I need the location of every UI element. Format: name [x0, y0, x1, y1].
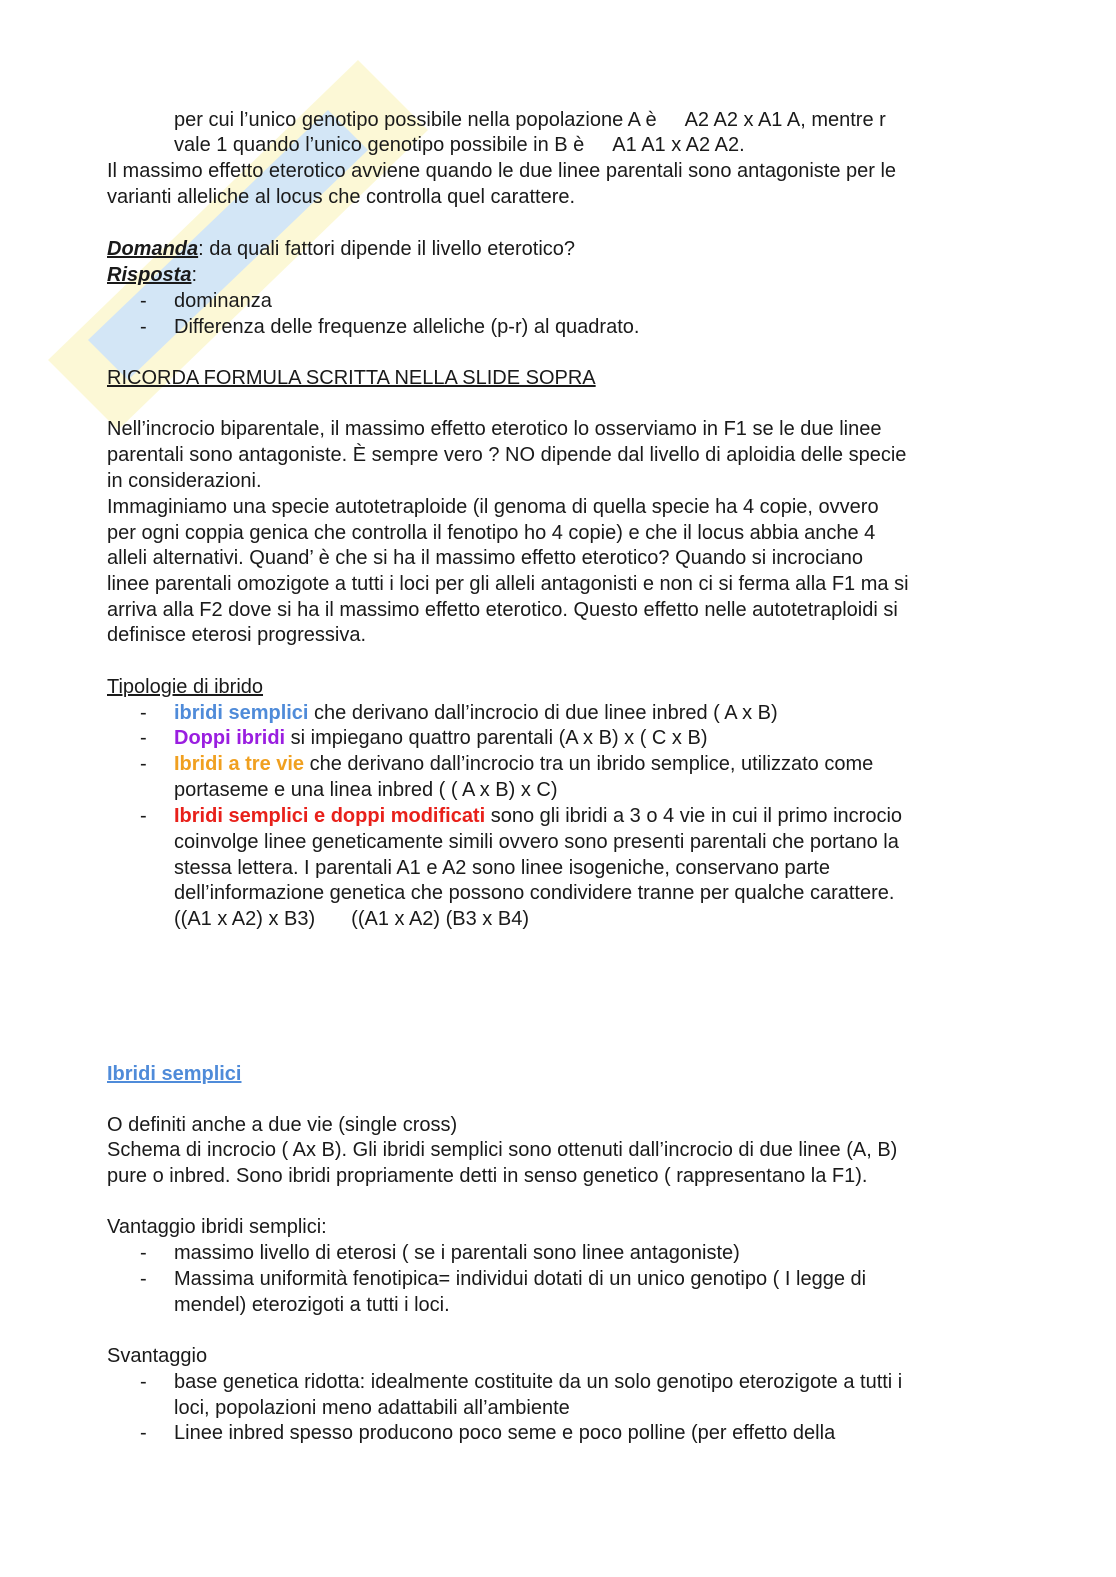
bullet-dash: -: [140, 1422, 147, 1444]
semplici-line: O definiti anche a due vie (single cross): [107, 1114, 458, 1136]
risposta-line: [107, 262, 197, 288]
tipologia-cont: coinvolge linee geneticamente simili ovvero sono presenti parentali che portano la: [174, 831, 899, 853]
paragraph1-line: Nell’incrocio biparentale, il massimo effetto eterotico lo osserviamo in F1 se le due linee: [107, 418, 882, 440]
intro-line-2a: vale 1 quando l’unico genotipo possibile in B è: [174, 134, 585, 156]
tipologia-desc: sono gli ibridi a 3 o 4 vie in cui il primo incrocio: [485, 805, 903, 827]
list-item: base genetica ridotta: idealmente costituite da un solo genotipo eterozigote a tutti i: [174, 1371, 903, 1393]
paragraph2-line: arriva alla F2 dove si ha il massimo effetto eterotico. Questo effetto nelle autotetraploidi si: [107, 599, 898, 621]
list-item: massimo livello di eterosi ( se i parentali sono linee antagoniste): [174, 1242, 740, 1264]
paragraph2-line: Immaginiamo una specie autotetraploide (il genoma di quella specie ha 4 copie, ovvero: [107, 496, 879, 518]
list-item: Linee inbred spesso producono poco seme e poco polline (per effetto della: [174, 1422, 836, 1444]
bullet-dash: -: [140, 1371, 147, 1393]
risposta-colon: :: [191, 264, 198, 286]
bullet-dash: -: [140, 290, 147, 312]
intro-line-2: [174, 132, 745, 158]
svantaggio-heading: Svantaggio: [107, 1345, 208, 1367]
tipologia-item: [174, 725, 708, 751]
tipologia-cont: dell’informazione genetica che possono condividere tranne per qualche carattere.: [174, 882, 895, 904]
paragraph1-line: in considerazioni.: [107, 470, 262, 492]
formula-tre-vie: ((A1 x A2) x B3): [174, 908, 316, 930]
section-heading-ibridi-semplici: Ibridi semplici: [107, 1063, 242, 1085]
bullet-dash: -: [140, 702, 147, 724]
tipologia-item: [174, 803, 902, 829]
vantaggio-heading: Vantaggio ibridi semplici:: [107, 1216, 327, 1238]
term-ibridi-modificati: Ibridi semplici e doppi modificati: [174, 805, 486, 827]
bullet-dash: -: [140, 727, 147, 749]
risposta-label: Risposta: [107, 264, 192, 286]
formula-line: [174, 906, 529, 932]
list-item-cont: loci, popolazioni meno adattabili all’ambiente: [174, 1397, 570, 1419]
intro-line-3: Il massimo effetto eterotico avviene quando le due linee parentali sono antagoniste per le: [107, 160, 897, 182]
paragraph2-line: definisce eterosi progressiva.: [107, 624, 367, 646]
tipologia-item: [174, 700, 778, 726]
list-item-cont: mendel) eterozigoti a tutti i loci.: [174, 1294, 450, 1316]
paragraph2-line: linee parentali omozigote a tutti i loci per gli alleli antagonisti e non ci si ferma alla F1 ma si: [107, 573, 909, 595]
bullet-dash: -: [140, 1268, 147, 1290]
semplici-line: Schema di incrocio ( Ax B). Gli ibridi semplici sono ottenuti dall’incrocio di due linee (A, B): [107, 1139, 898, 1161]
intro-line-1: [174, 107, 886, 133]
bullet-dash: -: [140, 316, 147, 338]
tipologia-desc: che derivano dall’incrocio tra un ibrido semplice, utilizzato come: [304, 753, 874, 775]
intro-line-2b: A1 A1 x A2 A2.: [612, 134, 745, 156]
list-item: Massima uniformità fenotipica= individui dotati di un unico genotipo ( I legge di: [174, 1268, 867, 1290]
domanda-text: : da quali fattori dipende il livello eterotico?: [198, 238, 576, 260]
paragraph2-line: alleli alternativi. Quand’ è che si ha il massimo effetto eterotico? Quando si incrociano: [107, 547, 863, 569]
bullet-dash: -: [140, 1242, 147, 1264]
term-ibridi-semplici: ibridi semplici: [174, 702, 309, 724]
formula-quattro-vie: ((A1 x A2) (B3 x B4): [351, 908, 529, 930]
term-doppi-ibridi: Doppi ibridi: [174, 727, 286, 749]
reminder-heading: RICORDA FORMULA SCRITTA NELLA SLIDE SOPRA: [107, 367, 596, 389]
bullet-dash: -: [140, 805, 147, 827]
intro-line-1b: A2 A2 x A1 A, mentre r: [684, 109, 886, 131]
tipologie-heading: Tipologie di ibrido: [107, 676, 264, 698]
tipologia-item: [174, 751, 873, 777]
bullet-dash: -: [140, 753, 147, 775]
intro-line-1a: per cui l’unico genotipo possibile nella popolazione A è: [174, 109, 657, 131]
list-item: Differenza delle frequenze alleliche (p-r) al quadrato.: [174, 316, 640, 338]
tipologia-cont: portaseme e una linea inbred ( ( A x B) x C): [174, 779, 558, 801]
tipologia-desc: che derivano dall’incrocio di due linee inbred ( A x B): [308, 702, 778, 724]
semplici-line: pure o inbred. Sono ibridi propriamente detti in senso genetico ( rappresentano la F1).: [107, 1165, 868, 1187]
paragraph1-line: parentali sono antagoniste. È sempre vero ? NO dipende dal livello di aploidia delle specie: [107, 444, 907, 466]
domanda-line: [107, 236, 575, 262]
term-ibridi-tre-vie: Ibridi a tre vie: [174, 753, 305, 775]
list-item: dominanza: [174, 290, 272, 312]
domanda-label: Domanda: [107, 238, 199, 260]
tipologia-cont: stessa lettera. I parentali A1 e A2 sono linee isogeniche, conservano parte: [174, 857, 830, 879]
paragraph2-line: per ogni coppia genica che controlla il fenotipo ho 4 copie) e che il locus abbia anche 4: [107, 522, 876, 544]
intro-line-4: varianti alleliche al locus che controlla quel carattere.: [107, 186, 576, 208]
tipologia-desc: si impiegano quattro parentali (A x B) x ( C x B): [285, 727, 708, 749]
